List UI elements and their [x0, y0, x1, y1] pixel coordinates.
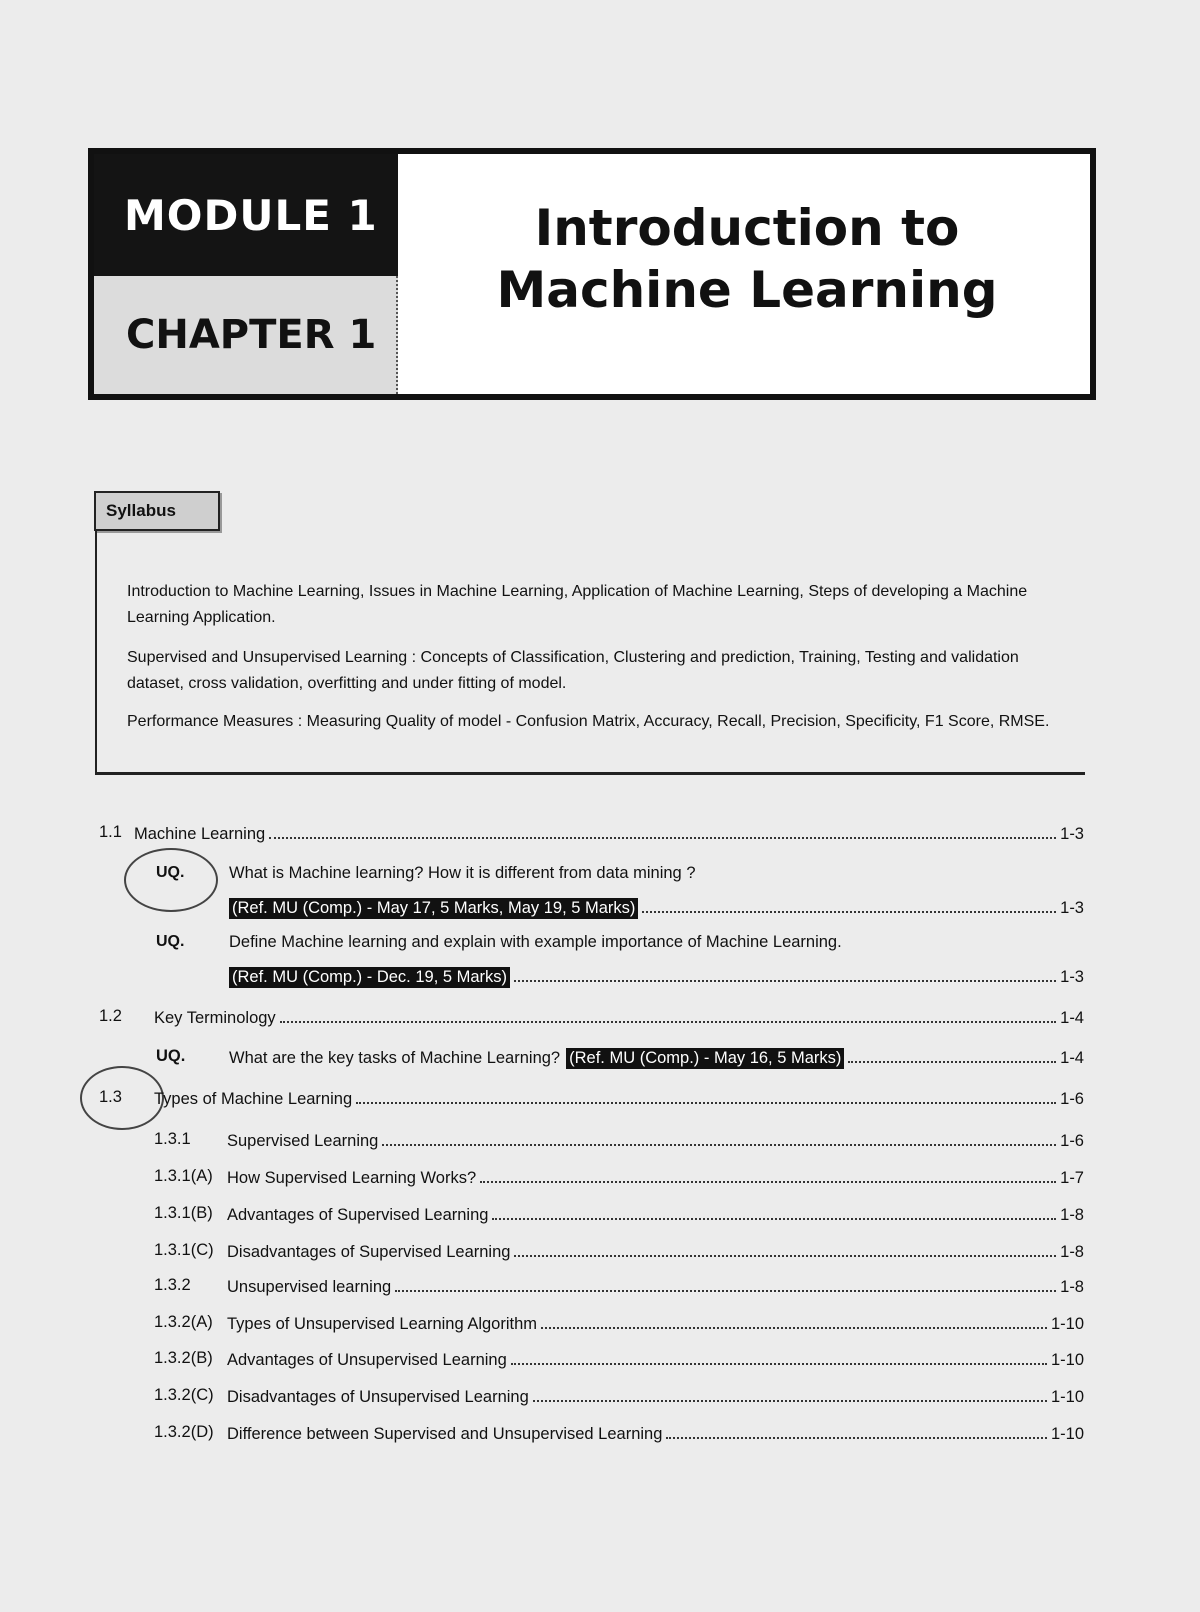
toc-number: 1.3 [99, 1088, 122, 1106]
toc-number: 1.3.2(B) [154, 1349, 213, 1367]
toc-number: 1.3.1 [154, 1130, 191, 1148]
toc-page: 1-8 [1060, 1278, 1084, 1296]
toc-page: 1-3 [1060, 899, 1084, 917]
toc-title: How Supervised Learning Works? [227, 1169, 477, 1187]
leader-dots [269, 823, 1056, 839]
uq-question: Define Machine learning and explain with example importance of Machine Learning. [229, 933, 842, 951]
syllabus-paragraph: Introduction to Machine Learning, Issues in Machine Learning, Application of Machine Learning, Steps of developing a Machine Learning Application. [127, 583, 1028, 626]
toc-page: 1-10 [1050, 1351, 1084, 1369]
chapter-label: CHAPTER 1 [94, 276, 398, 394]
uq-question: What are the key tasks of Machine Learning? [229, 1049, 561, 1067]
ref-badge: (Ref. MU (Comp.) - Dec. 19, 5 Marks) [229, 967, 510, 988]
toc-number: 1.3.2 [154, 1276, 191, 1294]
uq-label: UQ. [156, 1047, 186, 1065]
toc-title: Advantages of Unsupervised Learning [227, 1351, 507, 1369]
leader-dots [848, 1047, 1056, 1063]
toc-page: 1-4 [1060, 1049, 1084, 1067]
toc-page: 1-4 [1060, 1009, 1084, 1027]
toc-row[interactable] [0, 966, 1200, 990]
leader-dots [642, 897, 1056, 913]
leader-dots [541, 1313, 1047, 1329]
toc-title: Types of Unsupervised Learning Algorithm [227, 1315, 538, 1333]
toc-row[interactable] [0, 1313, 1200, 1337]
toc-page: 1-6 [1060, 1132, 1084, 1150]
toc-title: Unsupervised learning [227, 1278, 392, 1296]
toc-row[interactable] [0, 1088, 1200, 1112]
toc-row[interactable] [0, 1204, 1200, 1228]
toc-title: Advantages of Supervised Learning [227, 1206, 489, 1224]
toc-title: Difference between Supervised and Unsupervised Learning [227, 1425, 663, 1443]
uq-question: What is Machine learning? How it is different from data mining ? [229, 864, 696, 882]
toc-number: 1.3.1(A) [154, 1167, 213, 1185]
toc-page: 1-3 [1060, 825, 1084, 843]
toc-title: Key Terminology [154, 1009, 276, 1027]
toc-page: 1-8 [1060, 1243, 1084, 1261]
toc-row[interactable] [0, 1047, 1200, 1071]
syllabus-paragraph: Supervised and Unsupervised Learning : Concepts of Classification, Clustering and prediction, Training, Testing and validation dataset, cross validation, overfitting and under fitting of model. [127, 649, 1019, 692]
toc-number: 1.3.1(C) [154, 1241, 214, 1259]
toc-row[interactable] [0, 1276, 1200, 1300]
leader-dots [382, 1130, 1056, 1146]
syllabus-paragraph: Performance Measures : Measuring Quality of model - Confusion Matrix, Accuracy, Recall, Precision, Specificity, F1 Score, RMSE. [127, 713, 1050, 730]
toc-page: 1-3 [1060, 968, 1084, 986]
toc-title: Types of Machine Learning [154, 1090, 353, 1108]
leader-dots [514, 966, 1056, 982]
toc-page: 1-7 [1060, 1169, 1084, 1187]
toc-number: 1.2 [99, 1007, 122, 1025]
toc-row[interactable] [0, 823, 1200, 847]
leader-dots [395, 1276, 1056, 1292]
ref-badge: (Ref. MU (Comp.) - May 16, 5 Marks) [566, 1048, 844, 1069]
ref-badge: (Ref. MU (Comp.) - May 17, 5 Marks, May 19, 5 Marks) [229, 898, 638, 919]
toc-number: 1.3.2(D) [154, 1423, 214, 1441]
toc-page: 1-6 [1060, 1090, 1084, 1108]
toc-row[interactable] [0, 1386, 1200, 1410]
toc-row[interactable] [0, 1167, 1200, 1191]
toc-number: 1.3.1(B) [154, 1204, 213, 1222]
toc-row[interactable] [0, 1423, 1200, 1447]
title-cell [404, 154, 1090, 394]
leader-dots [514, 1241, 1056, 1257]
toc-page: 1-10 [1050, 1425, 1084, 1443]
toc-row[interactable] [0, 1130, 1200, 1154]
uq-label: UQ. [156, 864, 185, 881]
toc-row[interactable] [0, 1241, 1200, 1265]
toc-page: 1-10 [1050, 1315, 1084, 1333]
leader-dots [666, 1423, 1047, 1439]
syllabus-box [95, 531, 1085, 775]
toc-title: Machine Learning [134, 825, 266, 843]
leader-dots [480, 1167, 1056, 1183]
uq-label: UQ. [156, 933, 185, 950]
toc-title: Disadvantages of Supervised Learning [227, 1243, 511, 1261]
leader-dots [356, 1088, 1056, 1104]
toc-page: 1-8 [1060, 1206, 1084, 1224]
toc-title: Disadvantages of Unsupervised Learning [227, 1388, 529, 1406]
leader-dots [492, 1204, 1056, 1220]
toc-page: 1-10 [1050, 1388, 1084, 1406]
chapter-title: Introduction to Machine Learning [496, 199, 998, 319]
toc-row[interactable] [0, 1007, 1200, 1031]
leader-dots [533, 1386, 1047, 1402]
toc-number: 1.3.2(A) [154, 1313, 213, 1331]
toc-number: 1.3.2(C) [154, 1386, 214, 1404]
leader-dots [511, 1349, 1047, 1365]
syllabus-tab: Syllabus [94, 491, 220, 531]
toc-row[interactable] [0, 1349, 1200, 1373]
chapter-header [88, 148, 1096, 400]
toc-number: 1.1 [99, 823, 122, 841]
leader-dots [280, 1007, 1056, 1023]
toc-row[interactable] [0, 897, 1200, 921]
toc-title: Supervised Learning [227, 1132, 379, 1150]
module-label: MODULE 1 [94, 154, 398, 276]
